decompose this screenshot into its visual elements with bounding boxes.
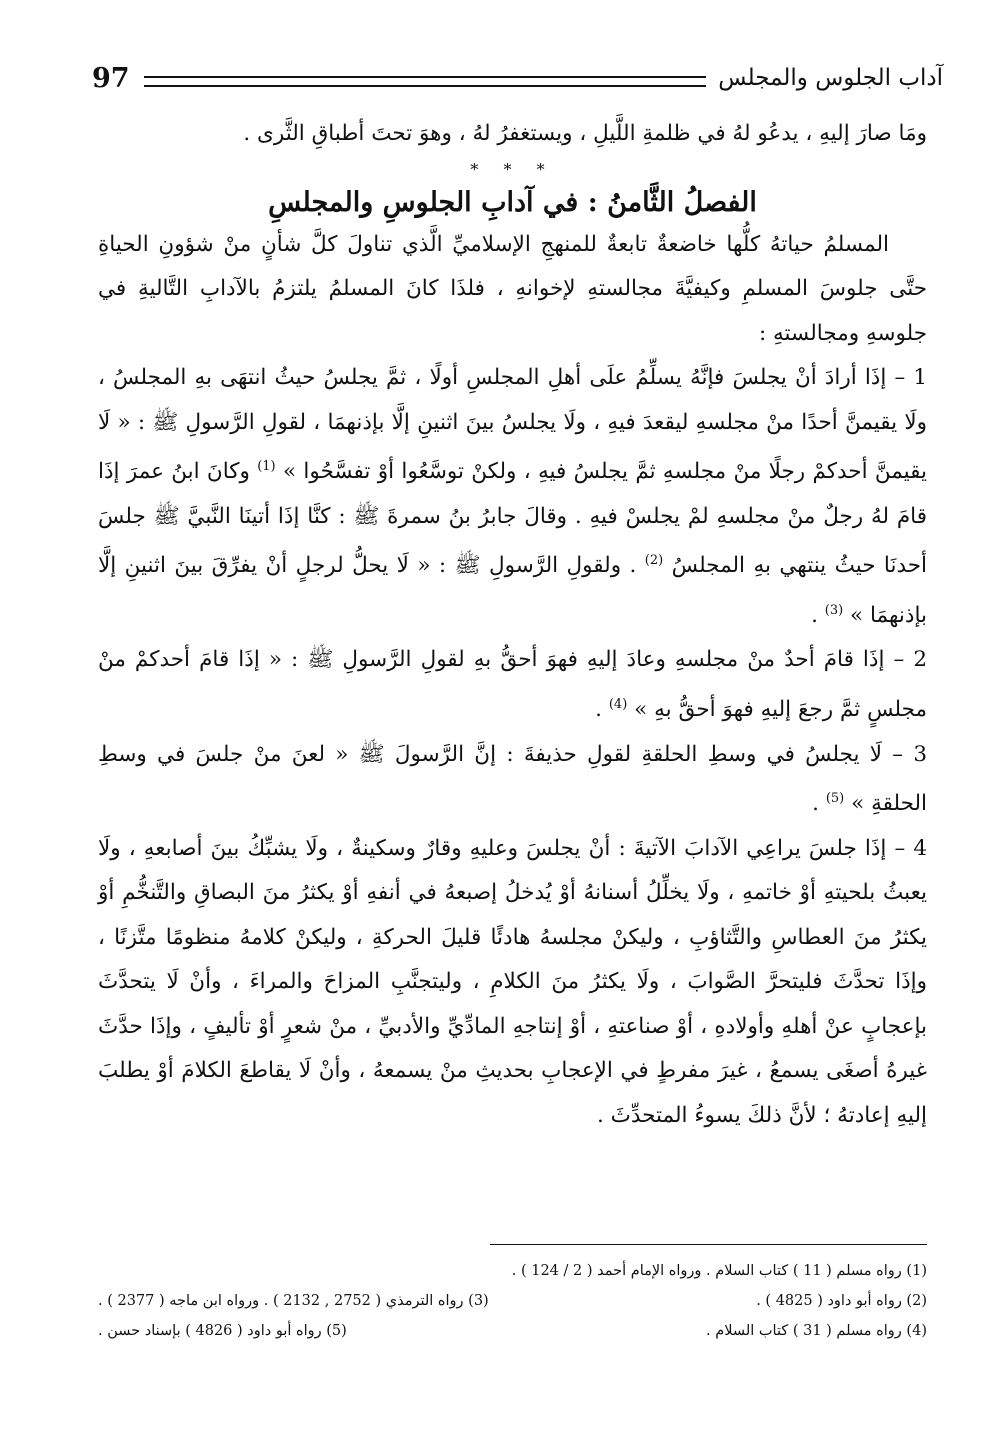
chapter-title: الفصلُ الثَّامنُ : في آدابِ الجلوسِ والمجلسِ: [268, 186, 757, 218]
section-separator: * * *: [470, 159, 555, 179]
footnote-ref-3: (3): [824, 602, 844, 618]
page-number: 97: [92, 62, 130, 94]
footnote-row: [98, 1256, 927, 1286]
footnote-row: [98, 1316, 927, 1346]
item-1-text-b: وكانَ ابنُ عمرَ إذَا قامَ لهُ رجلٌ منْ مجلسهِ لمْ يجلسْ فيهِ . وقالَ جابرُ بنُ سمرةَ ﷺ : كنَّا إذَا أتينَا النَّبيَّ ﷺ جلسَ أحدنَا حيثُ ينتهي بهِ المجلسُ: [98, 459, 927, 579]
footnote-ref-1: (1): [257, 459, 276, 474]
item-1-end: .: [811, 602, 818, 628]
item-1-text-a: 1 – إذَا أرادَ أنْ يجلسَ فإنَّهُ يسلِّمُ علَى أهلِ المجلسِ أولًا ، ثمَّ يجلسُ حيثُ انتهَى بهِ المجلسُ ، ولَا يقيمنَّ أحدًا منْ مجلسهِ ليقعدَ فيهِ ، ولَا يجلسُ بينَ اثنينِ إلَّا بإذنهمَا ، لقولِ الرَّسولِ ﷺ : « لَا يقيمنَّ أحدكمْ رجلًا منْ مجلسهِ ثمَّ يجلسُ فيهِ ، ولكنْ توسَّعُوا أوْ تفسَّحُوا »: [98, 365, 928, 485]
footnote-row: [98, 1286, 927, 1316]
footnote-divider: [490, 1244, 927, 1245]
running-title: آداب الجلوس والمجلس: [718, 65, 943, 91]
item-1-paragraph: [98, 356, 927, 638]
footnote-2: (2) رواه أبو داود ( 4825 ) .: [756, 1293, 927, 1309]
footnote-4: (4) رواه مسلم ( 31 ) كتاب السلام .: [706, 1323, 927, 1339]
footnote-3: (3) رواه الترمذي ( 2752 , 2132 ) . ورواه ابن ماجه ( 2377 ) .: [98, 1293, 489, 1309]
footnote-ref-5: (5): [825, 791, 845, 807]
footnote-ref-2: (2): [644, 553, 664, 569]
footnotes: [98, 1256, 927, 1346]
item-1-text-c: . ولقولِ الرَّسولِ ﷺ : « لَا يحلُّ لرجلٍ أنْ يفرِّقَ بينَ اثنينِ إلَّا بإذنهمَا »: [98, 553, 927, 628]
item-2-end: .: [595, 697, 603, 723]
item-4-paragraph: 4 – إذَا جلسَ يراعِي الآدابَ الآتيةَ : أنْ يجلسَ وعليهِ وقارٌ وسكينةٌ ، ولَا يشبِّكُ بينَ أصابعهِ ، ولَا يعبثُ بلحيتهِ أوْ خاتمهِ ، ولَا يخلِّلُ أسنانهُ أوْ يُدخلُ إصبعهُ في أنفهِ أوْ يكثرُ منَ البصاقِ والتَّنخُّمِ أوْ يكثرُ منَ العطاسِ والتَّثاؤبِ ، وليكنْ مجلسهُ هادئًا قليلَ الحركةِ ، وليكنْ كلامهُ منظومًا متَّزنًا ، وإذَا تحدَّثَ فليتحرَّ الصَّوابَ ، ولَا يكثرُ منَ الكلامِ ، وليتجنَّبِ المزاحَ والمراءَ ، وأنْ لَا يتحدَّثَ بإعجابٍ عنْ أهلهِ وأولادهِ ، أوْ صناعتهِ ، أوْ إنتاجهِ المادِّيِّ والأدبيِّ ، منْ شعرٍ أوْ تأليفٍ ، وإذَا حدَّثَ غيرهُ أصغَى يسمعُ ، غيرَ مفرطٍ في الإعجابِ بحديثِ منْ يسمعهُ ، وأنْ لَا يقاطعَ الكلامَ أوْ يطلبَ إليهِ إعادتهُ ؛ لأنَّ ذلكَ يسوءُ المتحدِّثَ .: [98, 835, 927, 1128]
item-3-end: .: [812, 791, 819, 817]
item-2-text: 2 – إذَا قامَ أحدٌ منْ مجلسهِ وعادَ إليهِ فهوَ أحقُّ بهِ لقولِ الرَّسولِ ﷺ : « إذَا قامَ أحدكمْ منْ مجلسٍ ثمَّ رجعَ إليهِ فهوَ أحقُّ بهِ »: [98, 647, 927, 723]
item-3-text: 3 – لَا يجلسُ في وسطِ الحلقةِ لقولِ حذيفةَ : إنَّ الرَّسولَ ﷺ « لعنَ منْ جلسَ في وسطِ الحلقةِ »: [98, 741, 927, 817]
footnote-ref-4: (4): [608, 696, 628, 712]
page-body: [98, 112, 927, 1138]
item-3-paragraph: [98, 733, 927, 827]
header-rule: [144, 76, 707, 87]
item-2-paragraph: [98, 638, 927, 732]
continued-line: ومَا صارَ إليهِ ، يدعُو لهُ في ظلمةِ اللَّيلِ ، ويستغفرُ لهُ ، وهوَ تحتَ أطباقِ الثَّرى .: [243, 121, 927, 146]
footnote-5: (5) رواه أبو داود ( 4826 ) بإسناد حسن .: [98, 1323, 347, 1339]
footnote-1: (1) رواه مسلم ( 11 ) كتاب السلام . ورواه الإمام أحمد ( 2 / 124 ) .: [511, 1263, 927, 1279]
page-header: [92, 58, 943, 98]
intro-paragraph: المسلمُ حياتهُ كلُّها خاضعةٌ تابعةٌ للمنهجِ الإسلاميِّ الَّذي تناولَ كلَّ شأنٍ منْ شؤونِ الحياةِ حتَّى جلوسَ المسلمِ وكيفيَّةَ مجالستهِ لإخوانهِ ، فلذَا كانَ المسلمُ يلتزمُ بالآدابِ التَّاليةِ في جلوسهِ ومجالستهِ :: [98, 231, 927, 346]
